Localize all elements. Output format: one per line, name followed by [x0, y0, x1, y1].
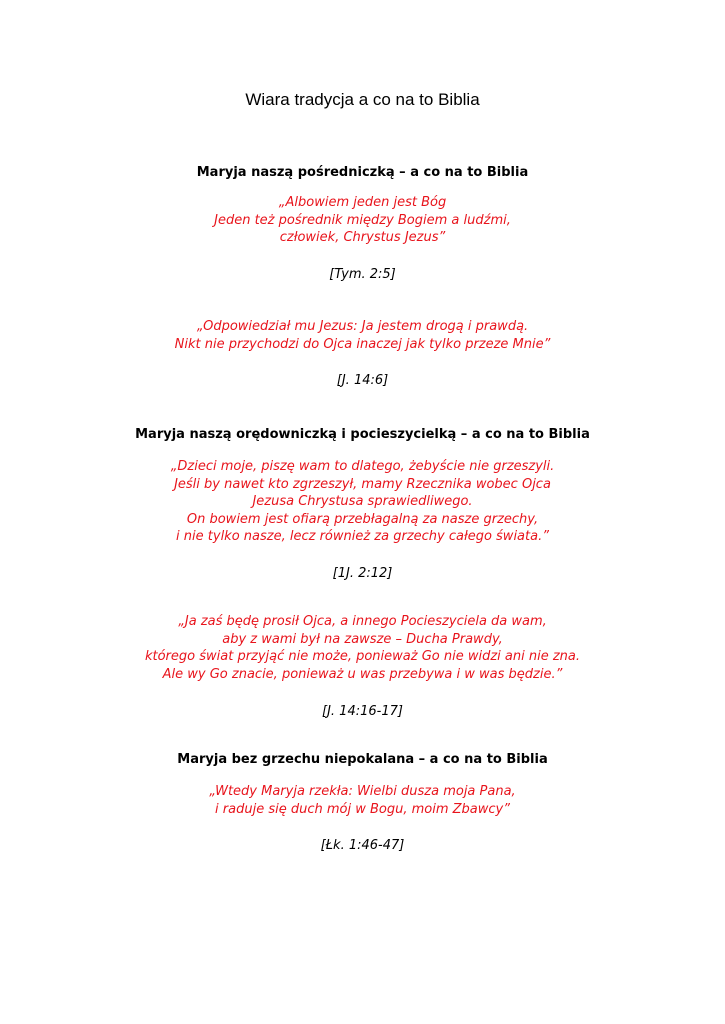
bible-quote-tym [0, 194, 725, 247]
section-heading-advocate: Maryja naszą orędowniczką i pocieszycielką – a co na to Biblia [135, 427, 590, 442]
quote-line: i nie tylko nasze, lecz również za grzechy całego świata.” [176, 529, 549, 544]
bible-quote-luke [0, 783, 725, 818]
bible-quote-john-14-6 [0, 318, 725, 353]
quote-line: On bowiem jest ofiarą przebłagalną za nasze grzechy, [186, 511, 539, 527]
quote-line: „Albowiem jeden jest Bóg [278, 195, 447, 210]
quote-line: „Dzieci moje, piszę wam to dlatego, żebyście nie grzeszyli. [170, 459, 555, 474]
quote-reference: [Tym. 2:5] [329, 267, 396, 282]
quote-line: „Odpowiedział mu Jezus: Ja jestem drogą i prawdą. [196, 319, 529, 334]
quote-reference: [J. 14:16-17] [322, 704, 403, 719]
quote-reference: [J. 14:6] [336, 373, 389, 388]
quote-reference: [Łk. 1:46-47] [320, 838, 405, 853]
section-heading-mediatrix: Maryja naszą pośredniczką – a co na to Biblia [196, 165, 529, 180]
quote-line: Nikt nie przychodzi do Ojca inaczej jak tylko przeze Mnie” [174, 336, 551, 352]
bible-quote-john-14-16 [0, 613, 725, 683]
quote-line: człowiek, Chrystus Jezus” [279, 230, 446, 245]
section-heading-immaculate: Maryja bez grzechu niepokalana – a co na to Biblia [177, 752, 548, 767]
quote-line: i raduje się duch mój w Bogu, moim Zbawcy” [215, 801, 510, 817]
quote-line: Jezusa Chrystusa sprawiedliwego. [252, 494, 473, 509]
bible-quote-1john [0, 458, 725, 546]
document-title: Wiara tradycja a co na to Biblia [245, 90, 480, 109]
quote-line: aby z wami był na zawsze – Ducha Prawdy, [222, 631, 503, 647]
quote-line: Jeden też pośrednik między Bogiem a ludźmi, [214, 212, 511, 228]
quote-line: którego świat przyjąć nie może, ponieważ Go nie widzi ani nie zna. [144, 649, 581, 664]
quote-line: „Ja zaś będę prosił Ojca, a innego Pocieszyciela da wam, [178, 614, 547, 629]
quote-line: Jeśli by nawet kto zgrzeszył, mamy Rzecznika wobec Ojca [174, 476, 551, 492]
quote-line: „Wtedy Maryja rzekła: Wielbi dusza moja Pana, [209, 784, 516, 799]
quote-line: Ale wy Go znacie, ponieważ u was przebywa i w was będzie.” [162, 666, 563, 682]
quote-reference: [1J. 2:12] [332, 566, 393, 581]
